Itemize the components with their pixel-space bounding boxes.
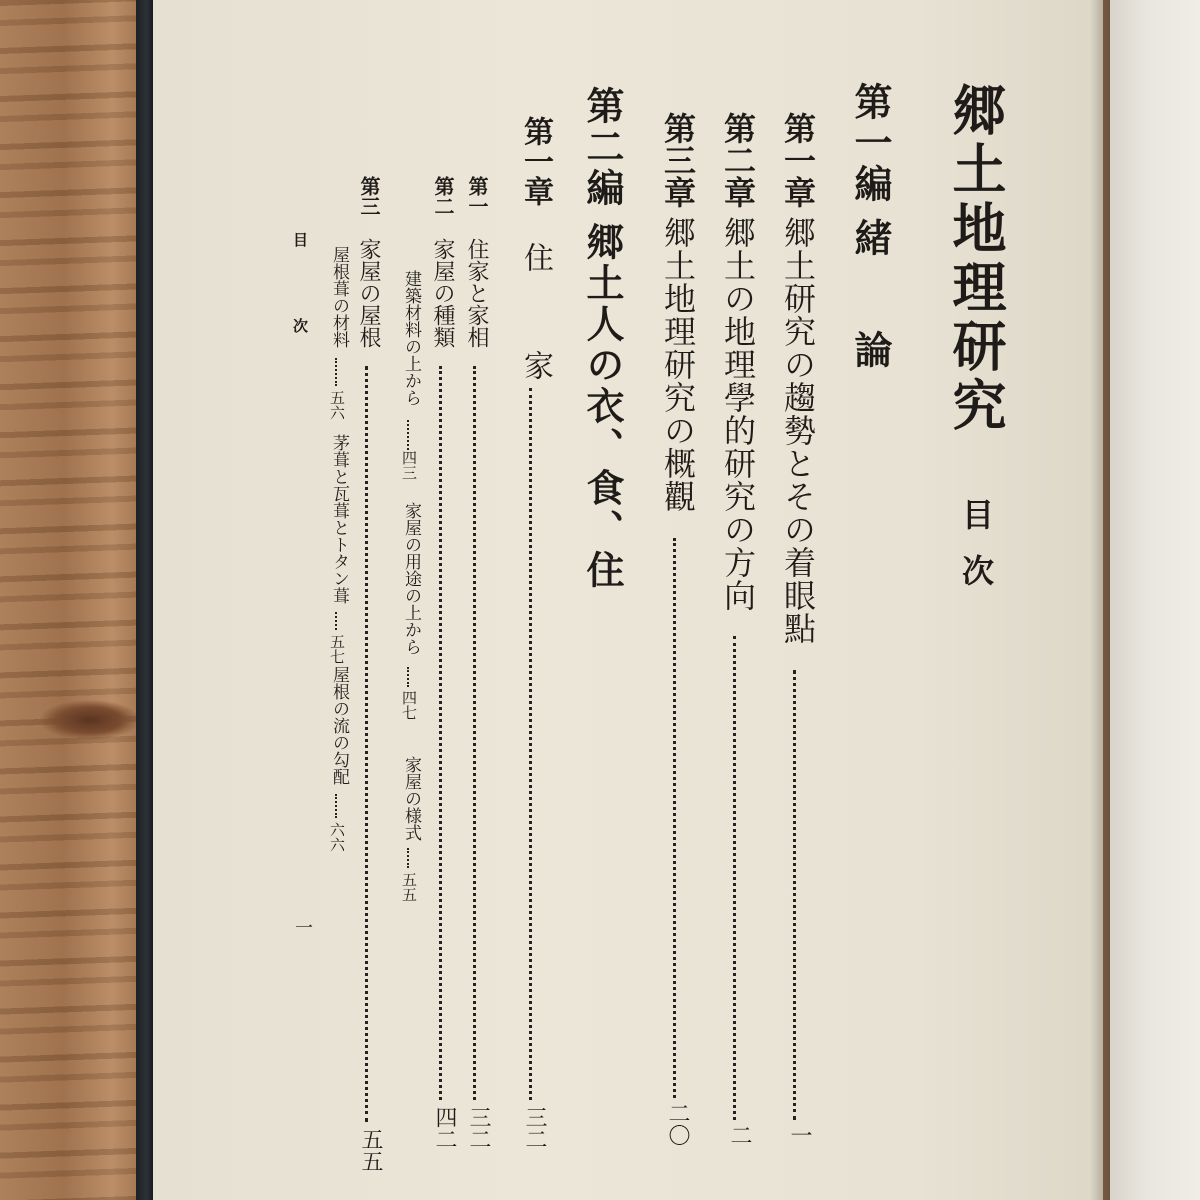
page-number: 五五 [400,872,418,902]
section-title: 住家と家相 [464,238,489,348]
section-label: 第三 [357,176,381,216]
subsection-text: 茅葺と瓦葺とトタン葺 [329,434,349,604]
part2-title: 郷土人の衣、食、住 [580,222,625,591]
leader-dots [439,366,442,1100]
page-gutter-shadow [1090,0,1112,1200]
page-number: 四二 [432,1106,457,1150]
section-label: 第二 [431,176,455,216]
chapter-label: 第三章 [659,112,697,208]
page-number: 五五 [358,1128,383,1172]
subsection-text: 屋根葺の材料 [329,246,349,348]
leader-dots [407,420,409,450]
section-label: 第一 [465,176,489,216]
facing-page-edge [1110,0,1200,1200]
page-number: 二〇 [665,1102,690,1146]
book-title: 郷土地理研究 [944,82,1008,436]
subsection-text: 建築材料の上から [401,270,421,406]
page-number: 二 [727,1124,752,1146]
chapter-label: 第二章 [719,112,757,208]
section-title: 家屋の屋根 [356,238,381,348]
page-number: 六六 [328,822,346,852]
leader-dots [335,358,337,386]
page-number: 三二 [466,1106,491,1150]
chapter-title: 郷土研究の趨勢とその着眼點 [779,216,817,645]
leader-dots [793,670,796,1120]
toc-heading: 目次 [957,498,995,610]
page-number: 五六 [328,390,346,420]
page-number: 四三 [400,450,418,480]
leader-dots [335,794,337,818]
section-title: 家屋の種類 [430,238,455,348]
chapter-label: 第一章 [779,112,817,208]
part1-label: 第一編 [848,82,893,205]
wood-knot [40,700,140,740]
chapter-title: 郷土地理研究の概觀 [659,216,697,513]
leader-dots [673,538,676,1098]
leader-dots [529,388,532,1100]
leader-dots [407,848,409,868]
page-number: 五七 [328,634,346,664]
page-number: 一 [787,1124,812,1146]
folio-number: 一 [292,918,313,936]
leader-dots [335,612,337,630]
leader-dots [733,636,736,1120]
subsection-text: 屋根の流の勾配 [329,666,349,785]
leader-dots [473,366,476,1100]
leader-dots [365,366,368,1122]
subsection-text: 家屋の用途の上から [401,502,421,655]
book-cover-edge [136,0,154,1200]
page-number: 三二 [522,1106,547,1150]
subsection-text: 家屋の様式 [401,756,421,841]
part1-title: 緒 論 [848,218,893,386]
chapter-title: 住 家 [518,242,553,404]
book-page [153,0,1103,1200]
leader-dots [407,667,409,687]
page-number: 四七 [400,690,418,720]
part2-label: 第二編 [580,86,625,209]
chapter-label: 第一章 [518,116,553,206]
chapter-title: 郷土の地理學的研究の方向 [719,216,757,612]
running-head: 目 次 [291,232,309,361]
